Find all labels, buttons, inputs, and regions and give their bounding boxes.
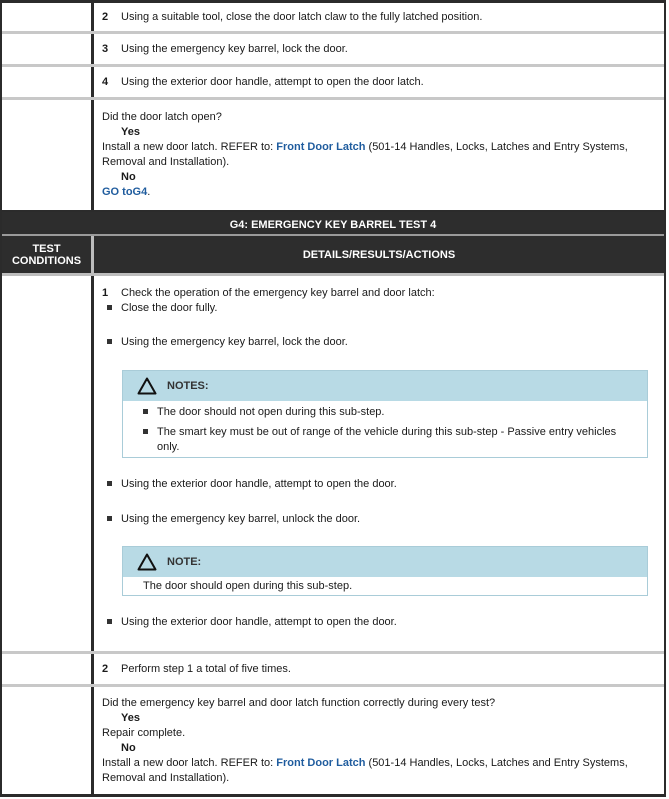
bullet-icon bbox=[143, 409, 148, 414]
column-headers bbox=[2, 236, 664, 276]
front-door-latch-link[interactable]: Front Door Latch bbox=[276, 757, 366, 769]
list-item: Close the door fully. bbox=[102, 301, 656, 316]
list-item: Using the emergency key barrel, unlock the door. bbox=[102, 512, 656, 527]
list-item: Using the exterior door handle, attempt to open the door. bbox=[102, 477, 656, 492]
step-4: 4 Using the exterior door handle, attempt to open the door latch. bbox=[102, 76, 424, 88]
step-2-details: 2 Perform step 1 a total of five times. bbox=[102, 663, 291, 675]
list-item: The door should not open during this sub-step. bbox=[123, 405, 647, 420]
warning-icon bbox=[137, 377, 157, 395]
warning-icon bbox=[137, 553, 157, 571]
table-row bbox=[2, 687, 664, 797]
bullet-icon bbox=[143, 429, 148, 434]
column-header-details: DETAILS/RESULTS/ACTIONS bbox=[302, 248, 456, 261]
step-1-details: 1 Check the operation of the emergency key barrel and door latch: Close the door fully. Using the emergency key barrel, lock the door. NOTES: The door should not open during this sub-step. The smart key must be out of range of the vehicle during this sub-step - Passive entry vehicles only. Using the exterior door handle, attempt to open the door. Using the emergency key barrel, unlock the door. NOTE: The door should open during this sub-step. Using the exterior door handle, attempt to open the door. bbox=[94, 276, 664, 651]
list-item: The smart key must be out of range of the vehicle during this sub-step - Passive entry vehicles bbox=[123, 425, 647, 440]
list-item: Using the exterior door handle, attempt to open the door. bbox=[102, 615, 656, 630]
bullet-icon bbox=[107, 305, 112, 310]
table-row bbox=[2, 654, 664, 687]
table-row bbox=[2, 100, 664, 210]
column-header-test-conditions: TEST CONDITIONS bbox=[2, 236, 94, 273]
notes-box: NOTES: The door should not open during this sub-step. The smart key must be out of range of the vehicle during this sub-step - Passive entry vehicles only. bbox=[122, 370, 648, 458]
table-row bbox=[2, 0, 664, 34]
go-to-g4-link[interactable]: GO toG4 bbox=[102, 186, 148, 198]
section-title: G4: EMERGENCY KEY BARREL TEST 4 bbox=[2, 210, 664, 236]
bullet-icon bbox=[107, 619, 112, 624]
step-3: 3 Using the emergency key barrel, lock the door. bbox=[102, 43, 348, 55]
front-door-latch-link[interactable]: Front Door Latch bbox=[276, 141, 366, 153]
table-row bbox=[2, 67, 664, 100]
question-2: Did the emergency key barrel and door latch function correctly during every test? Yes Repair complete. No Install a new door latch. REFER to: Front Door Latch (501-14 Handles, Locks, Latches and Entry Systems, Removal and Installation). bbox=[102, 697, 628, 784]
question-1: Did the door latch open? Yes Install a new door latch. REFER to: Front Door Latch (501-14 Handles, Locks, Latches and Entry Systems, Removal and Installation). No GO toG4. bbox=[102, 111, 628, 198]
note-box: NOTE: The door should open during this sub-step. bbox=[122, 546, 648, 596]
list-item: Using the emergency key barrel, lock the door. bbox=[102, 335, 656, 350]
bullet-icon bbox=[107, 339, 112, 344]
table-row bbox=[2, 34, 664, 67]
table-row bbox=[2, 276, 664, 654]
bullet-icon bbox=[107, 516, 112, 521]
step-2: 2 Using a suitable tool, close the door latch claw to the fully latched position. bbox=[102, 11, 483, 23]
bullet-icon bbox=[107, 481, 112, 486]
